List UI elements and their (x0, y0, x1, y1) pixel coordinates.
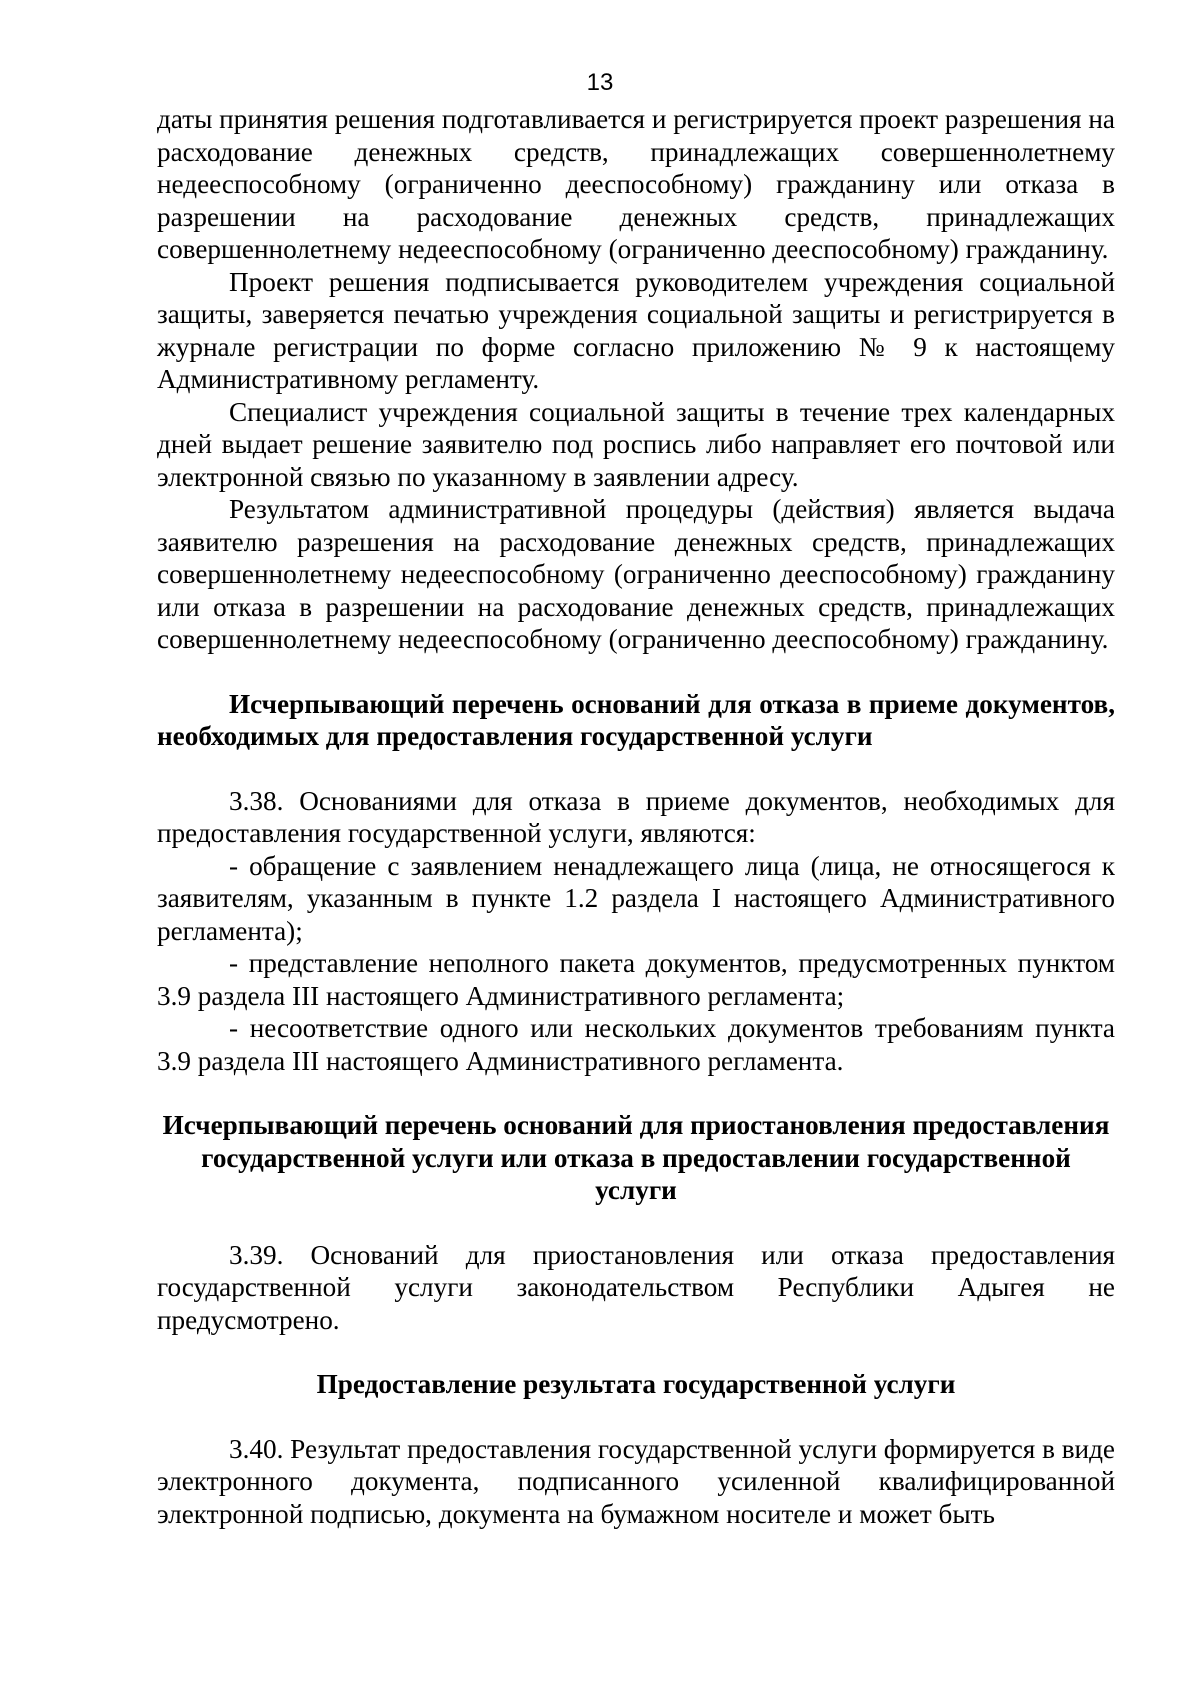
page-number: 13 (586, 69, 614, 96)
paragraph-procedure-result: Результатом административной процедуры (действия) является выдача заявителю разрешения на расходование денежных средств, принадлежащих совершеннолетнему недееспособному (ограниченно дееспособному) гражданину или отказа в разрешении на расходование денежных средств, принадлежащих совершеннолетнему недееспособному (ограниченно дееспособному) гражданину. (157, 494, 1115, 654)
paragraph-continuation: даты принятия решения подготавливается и регистрируется проект разрешения на расходование денежных средств, принадлежащих совершеннолетнему недееспособному (ограниченно дееспособному) гражданину или отказа в разрешении на расходование денежных средств, принадлежащих совершеннолетнему недееспособному (ограниченно дееспособному) гражданину. (157, 104, 1115, 264)
paragraph-3-39: 3.39. Оснований для приостановления или отказа предоставления государственной услуги законодательством Республики Адыгея не предусмотрено. (157, 1239, 1115, 1335)
list-item-noncompliant-documents: - несоответствие одного или нескольких документов требованиям пункта 3.9 раздела III настоящего Административного регламента. (157, 1013, 1115, 1076)
section-heading-refusal-grounds: Исчерпывающий перечень оснований для отказа в приеме документов, необходимых для предоставления государственной услуги (157, 688, 1115, 751)
document-body (157, 103, 1115, 1530)
list-item-improper-applicant: - обращение с заявлением ненадлежащего лица (лица, не относящегося к заявителям, указанным в пункте 1.2 раздела I настоящего Административного регламента); (157, 850, 1115, 946)
paragraph-specialist-issue: Специалист учреждения социальной защиты в течение трех календарных дней выдает решение заявителю под роспись либо направляет его почтовой или электронной связью по указанному в заявлении адресу. (157, 396, 1115, 492)
paragraph-project-signing: Проект решения подписывается руководителем учреждения социальной защиты, заверяется печатью учреждения социальной защиты и регистрируется в журнале регистрации по форме согласно приложению № 9 к настоящему Административному регламенту. (157, 266, 1115, 394)
list-item-incomplete-package: - представление неполного пакета документов, предусмотренных пунктом 3.9 раздела III настоящего Административного регламента; (157, 948, 1115, 1011)
section-heading-result-provision: Предоставление результата государственной услуги (316, 1369, 956, 1399)
section-heading-suspension-grounds: Исчерпывающий перечень оснований для приостановления предоставления государственной услуги или отказа в предоставлении государственной услуги (162, 1110, 1110, 1205)
paragraph-3-38: 3.38. Основаниями для отказа в приеме документов, необходимых для предоставления государственной услуги, являются: (157, 785, 1115, 848)
paragraph-3-40: 3.40. Результат предоставления государственной услуги формируется в виде электронного документа, подписанного усиленной квалифицированной электронной подписью, документа на бумажном носителе и может быть (157, 1433, 1115, 1529)
